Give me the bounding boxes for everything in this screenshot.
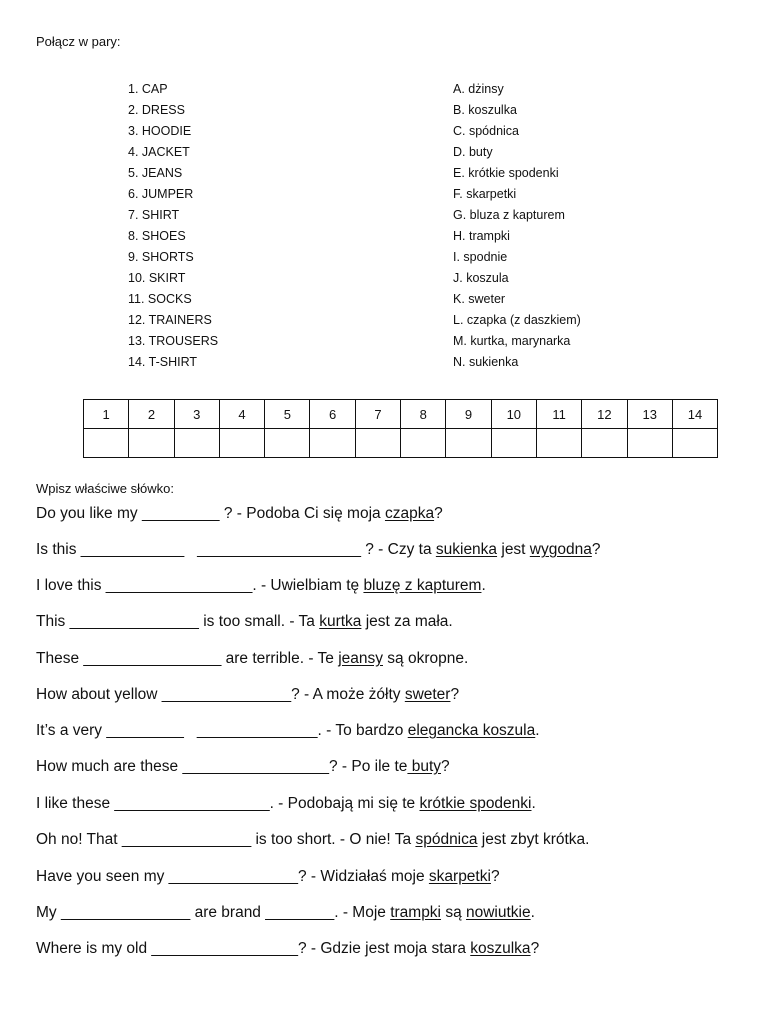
sentence [36,940,539,958]
english-word: 8. SHOES [128,229,186,243]
grid-answer-cell[interactable] [355,429,400,458]
underlined-word: buty [407,758,442,775]
underlined-word: jeansy [338,650,383,667]
english-word: 5. JEANS [128,166,183,180]
sentence-text: My _______________ are brand ________. - Moje [36,904,391,921]
english-word: 4. JACKET [128,145,190,159]
sentence [36,505,443,523]
english-word: 14. T-SHIRT [128,355,198,369]
sentence [36,686,459,704]
underlined-word: bluzę z kapturem [363,577,482,594]
answer-grid-header-row [84,400,718,429]
grid-header-cell: 13 [627,400,672,429]
grid-header-cell: 10 [491,400,536,429]
grid-answer-cell[interactable] [536,429,581,458]
polish-word: I. spodnie [453,250,508,264]
sentence-text: ? [450,686,460,703]
underlined-word: sukienka [435,541,498,558]
underlined-word: spódnica [415,831,478,848]
grid-header-cell: 4 [219,400,264,429]
english-word: 1. CAP [128,82,168,96]
sentence-text: ? [490,868,500,885]
grid-header-cell: 5 [265,400,310,429]
english-word: 3. HOODIE [128,124,192,138]
english-word: 12. TRAINERS [128,313,212,327]
sentence-text: są [441,904,466,921]
sentence [36,577,486,595]
grid-header-cell: 9 [446,400,491,429]
sentence-text: Is this ____________ ___________________ ? - Czy ta [36,541,436,558]
grid-answer-cell[interactable] [446,429,491,458]
english-word: 13. TROUSERS [128,334,219,348]
polish-word: M. kurtka, marynarka [453,334,571,348]
grid-answer-cell[interactable] [491,429,536,458]
grid-header-cell: 14 [672,400,717,429]
underlined-word: krótkie spodenki [419,795,532,812]
polish-word: E. krótkie spodenki [453,166,559,180]
section2-title: Wpisz właściwe słówko: [36,481,174,496]
answer-grid [83,399,718,458]
underlined-word: czapka [384,505,435,522]
sentence [36,758,450,776]
english-word: 11. SOCKS [128,292,192,306]
grid-answer-cell[interactable] [265,429,310,458]
sentence-text: Where is my old _________________? - Gdzie jest moja stara [36,940,471,957]
polish-word: F. skarpetki [453,187,517,201]
grid-header-cell: 3 [174,400,219,429]
polish-word: C. spódnica [453,124,520,138]
grid-answer-cell[interactable] [84,429,129,458]
sentence [36,868,500,886]
grid-answer-cell[interactable] [672,429,717,458]
sentence [36,904,535,922]
grid-header-cell: 2 [129,400,174,429]
grid-answer-cell[interactable] [582,429,627,458]
sentence-text: ? [434,505,443,522]
english-word: 9. SHORTS [128,250,194,264]
sentence [36,831,589,849]
sentence-text: Have you seen my _______________? - Widziałaś moje [36,868,429,885]
polish-word: A. dżinsy [453,82,504,96]
grid-answer-cell[interactable] [310,429,355,458]
sentence-text: jest zbyt krótka. [477,831,590,848]
underlined-word: elegancka koszula [407,722,536,739]
grid-header-cell: 8 [401,400,446,429]
underlined-word: wygodna [529,541,592,558]
grid-answer-cell[interactable] [401,429,446,458]
sentence-text: It’s a very _________ ______________. - To bardzo [36,722,408,739]
polish-word: H. trampki [453,229,510,243]
polish-word: N. sukienka [453,355,519,369]
grid-header-cell: 1 [84,400,129,429]
polish-word: L. czapka (z daszkiem) [453,313,581,327]
sentence-text: ? [441,758,450,775]
sentence-text: I like these __________________. - Podobają mi się te [36,795,420,812]
polish-word: B. koszulka [453,103,517,117]
grid-answer-cell[interactable] [627,429,672,458]
polish-word: J. koszula [453,271,509,285]
english-word: 7. SHIRT [128,208,180,222]
grid-header-cell: 11 [536,400,581,429]
sentence-text: This _______________ is too small. - Ta [36,613,320,630]
sentence-text: These ________________ are terrible. - Te [36,650,339,667]
english-word: 6. JUMPER [128,187,194,201]
sentence [36,613,453,631]
sentence-text: są okropne. [383,650,469,667]
sentence-text: jest za mała. [361,613,453,630]
english-word: 2. DRESS [128,103,185,117]
sentence-text: . [530,904,535,921]
grid-answer-cell[interactable] [219,429,264,458]
sentence-text: ? [591,541,601,558]
underlined-word: nowiutkie [466,904,531,921]
grid-answer-cell[interactable] [129,429,174,458]
sentence [36,541,600,559]
underlined-word: skarpetki [428,868,491,885]
english-word: 10. SKIRT [128,271,186,285]
grid-header-cell: 6 [310,400,355,429]
underlined-word: kurtka [319,613,362,630]
sentence-text: I love this _________________. - Uwielbiam tę [36,577,364,594]
answer-grid-input-row [84,429,718,458]
sentence-text: jest [497,541,530,558]
grid-header-cell: 7 [355,400,400,429]
underlined-word: sweter [404,686,451,703]
polish-word: D. buty [453,145,493,159]
sentence [36,722,540,740]
sentence-text: How much are these _________________? - Po ile te [36,758,408,775]
polish-word: K. sweter [453,292,506,306]
sentence-text: . [481,577,486,594]
section1-title: Połącz w pary: [36,34,121,49]
grid-answer-cell[interactable] [174,429,219,458]
sentence-text: ? [530,940,540,957]
sentence-text: How about yellow _______________? - A może żółty [36,686,405,703]
sentence-text: . [531,795,536,812]
underlined-word: trampki [390,904,442,921]
sentence [36,650,468,668]
grid-header-cell: 12 [582,400,627,429]
sentence [36,795,536,813]
polish-word: G. bluza z kapturem [453,208,565,222]
underlined-word: koszulka [470,940,531,957]
sentence-text: Oh no! That _______________ is too short. - O nie! Ta [36,831,416,848]
sentence-text: . [535,722,540,739]
sentence-text: Do you like my _________ ? - Podoba Ci się moja [36,505,385,522]
